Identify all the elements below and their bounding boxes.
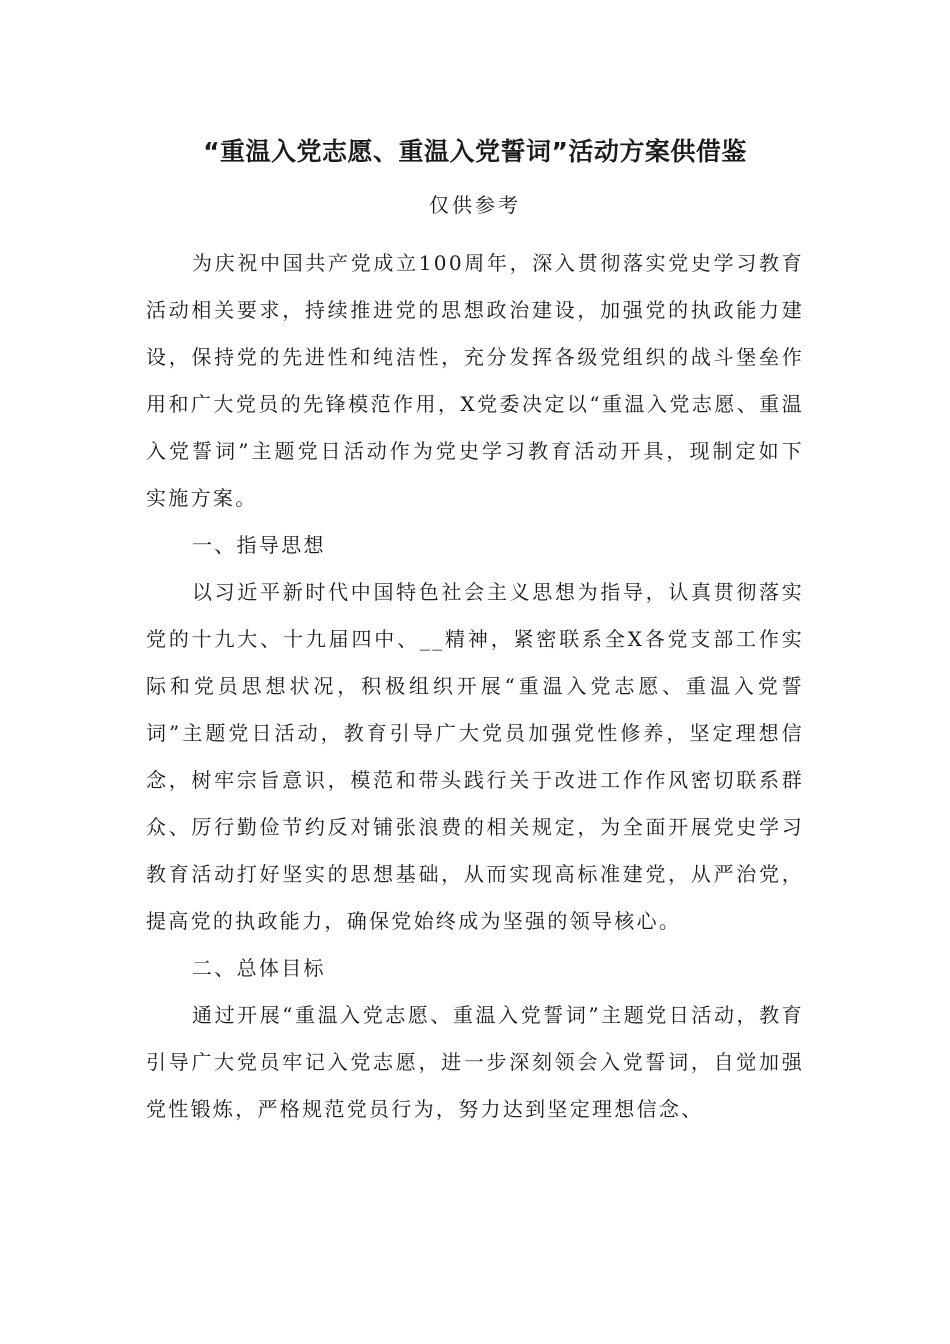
- document-body: [146, 240, 804, 1133]
- paragraph-intro: 为庆祝中国共产党成立100周年，深入贯彻落实党史学习教育活动相关要求，持续推进党的思想政治建设，加强党的执政能力建设，保持党的先进性和纯洁性，充分发挥各级党组织的战斗堡垒作用和广大党员的先锋模范作用，X党委决定以“重温入党志愿、重温入党誓词”主题党日活动作为党史学习教育活动开具，现制定如下实施方案。: [146, 251, 804, 510]
- paragraph-guiding-ideology: 以习近平新时代中国特色社会主义思想为指导，认真贯彻落实党的十九大、十九届四中、__精神，紧密联系全X各党支部工作实际和党员思想状况，积极组织开展“重温入党志愿、重温入党誓词”主题党日活动，教育引导广大党员加强党性修养，坚定理想信念，树牢宗旨意识，模范和带头践行关于改进工作作风密切联系群众、厉行勤俭节约反对铺张浪费的相关规定，为全面开展党史学习教育活动打好坚实的思想基础，从而实现高标准建党，从严治党，提高党的执政能力，确保党始终成为坚强的领导核心。: [146, 580, 804, 933]
- section-heading-guiding-ideology: 一、指导思想: [192, 533, 326, 557]
- section-heading-overall-goal: 二、总体目标: [192, 956, 326, 980]
- paragraph-overall-goal: 通过开展“重温入党志愿、重温入党誓词”主题党日活动，教育引导广大党员牢记入党志愿，进一步深刻领会入党誓词，自觉加强党性锻炼，严格规范党员行为，努力达到坚定理想信念、: [146, 1003, 804, 1121]
- document-subtitle: 仅供参考: [429, 193, 521, 217]
- document-title: “重温入党志愿、重温入党誓词”活动方案供借鉴: [203, 137, 747, 166]
